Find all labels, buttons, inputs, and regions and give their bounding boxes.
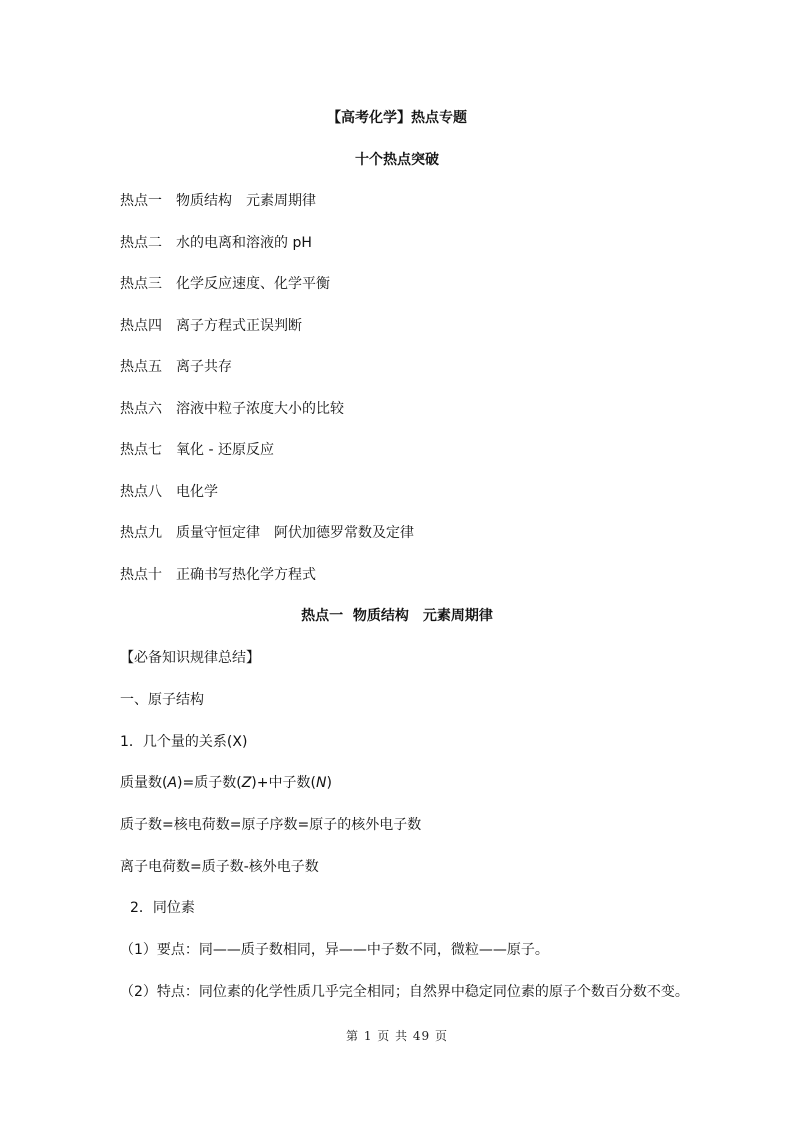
document-title: 【高考化学】热点专题: [327, 110, 467, 126]
item-isotopes: 2．同位素: [130, 900, 195, 916]
page-footer: 第 1 页 共 49 页: [346, 1029, 448, 1043]
mass-eq-text: 质量数(: [120, 775, 168, 791]
toc-item-10: 热点十 正确书写热化学方程式: [120, 567, 316, 583]
isotope-point-1: （1）要点：同——质子数相同，异——中子数不同，微粒——原子。: [120, 942, 549, 958]
ion-charge-equation: 离子电荷数=质子数-核外电子数: [120, 859, 319, 875]
part-atomic-structure: 一、原子结构: [120, 692, 204, 708]
toc-item-3: 热点三 化学反应速度、化学平衡: [120, 276, 330, 292]
toc-item-1: 热点一 物质结构 元素周期律: [120, 193, 316, 209]
mass-eq-text: ): [326, 775, 332, 791]
toc-item-9: 热点九 质量守恒定律 阿伏加德罗常数及定律: [120, 525, 414, 541]
mass-eq-symbol-a: A: [167, 775, 178, 791]
mass-number-equation: [120, 773, 332, 793]
toc-item-5: 热点五 离子共存: [120, 359, 232, 375]
document-subtitle: 十个热点突破: [355, 152, 439, 168]
proton-number-equation: 质子数=核电荷数=原子序数=原子的核外电子数: [120, 817, 422, 833]
toc-item-2: 热点二 水的电离和溶液的 pH: [120, 235, 312, 251]
mass-eq-text: )+中子数(: [251, 775, 316, 791]
toc-item-8: 热点八 电化学: [120, 484, 218, 500]
mass-eq-symbol-z: Z: [241, 775, 252, 791]
mass-eq-symbol-n: N: [315, 775, 327, 791]
toc-item-4: 热点四 离子方程式正误判断: [120, 318, 302, 334]
toc-item-7: 热点七 氧化 - 还原反应: [120, 442, 274, 458]
toc-item-6: 热点六 溶液中粒子浓度大小的比较: [120, 401, 344, 417]
section-heading: 热点一 物质结构 元素周期律: [301, 608, 493, 624]
item-quantity-relations: 1．几个量的关系(X): [120, 734, 248, 750]
knowledge-label: 【必备知识规律总结】: [120, 650, 260, 666]
isotope-point-2: （2）特点：同位素的化学性质几乎完全相同；自然界中稳定同位素的原子个数百分数不变。: [120, 984, 689, 1000]
mass-eq-text: )=质子数(: [177, 775, 242, 791]
